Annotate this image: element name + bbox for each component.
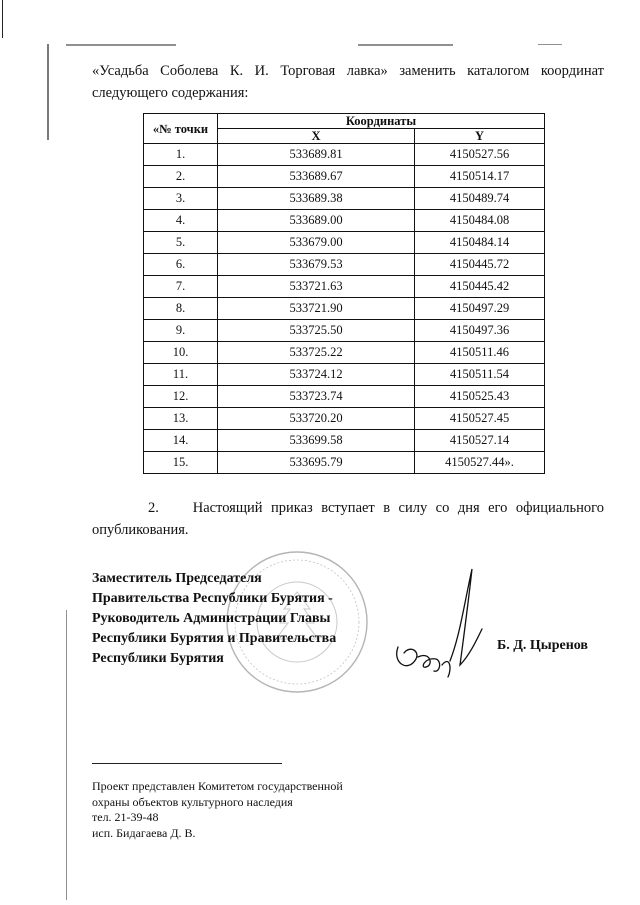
x-coordinate: 533689.67 xyxy=(218,166,415,188)
scan-margin-mark xyxy=(47,44,49,140)
x-coordinate: 533689.81 xyxy=(218,144,415,166)
y-coordinate: 4150527.56 xyxy=(415,144,545,166)
y-coordinate: 4150484.08 xyxy=(415,210,545,232)
point-number: 5. xyxy=(144,232,218,254)
point-number: 2. xyxy=(144,166,218,188)
table-row xyxy=(144,320,545,342)
y-coordinate: 4150489.74 xyxy=(415,188,545,210)
y-coordinate: 4150527.44». xyxy=(415,452,545,474)
table-row xyxy=(144,430,545,452)
y-coordinate: 4150514.17 xyxy=(415,166,545,188)
point-number: 10. xyxy=(144,342,218,364)
y-coordinate: 4150511.46 xyxy=(415,342,545,364)
clause-paragraph xyxy=(92,497,604,541)
x-coordinate: 533699.58 xyxy=(218,430,415,452)
signatory-title-line: Правительства Республики Бурятия - xyxy=(92,591,333,606)
point-number: 11. xyxy=(144,364,218,386)
footnote-line: Проект представлен Комитетом государственной xyxy=(92,779,343,793)
clause-number: 2. xyxy=(148,500,159,516)
footnote-line: исп. Бидагаева Д. В. xyxy=(92,825,196,840)
x-column-header: X xyxy=(218,129,415,144)
y-column-header: Y xyxy=(415,129,545,144)
x-coordinate: 533679.53 xyxy=(218,254,415,276)
x-coordinate: 533721.63 xyxy=(218,276,415,298)
table-row xyxy=(144,364,545,386)
y-coordinate: 4150497.29 xyxy=(415,298,545,320)
signatory-title-line: Республики Бурятия и Правительства xyxy=(92,631,337,646)
footnote-divider xyxy=(92,763,282,764)
point-number: 8. xyxy=(144,298,218,320)
signatory-title-line: Руководитель Администрации Главы xyxy=(92,611,331,626)
x-coordinate: 533721.90 xyxy=(218,298,415,320)
x-coordinate: 533679.00 xyxy=(218,232,415,254)
table-row xyxy=(144,386,545,408)
y-coordinate: 4150484.14 xyxy=(415,232,545,254)
point-number: 4. xyxy=(144,210,218,232)
x-coordinate: 533725.22 xyxy=(218,342,415,364)
table-row xyxy=(144,166,545,188)
signatory-title xyxy=(92,569,336,669)
x-coordinate: 533723.74 xyxy=(218,386,415,408)
y-coordinate: 4150497.36 xyxy=(415,320,545,342)
table-row xyxy=(144,452,545,474)
coordinates-header: Координаты xyxy=(218,114,545,129)
x-coordinate: 533689.00 xyxy=(218,210,415,232)
table-row xyxy=(144,210,545,232)
scan-top-mark xyxy=(538,44,562,45)
x-coordinate: 533720.20 xyxy=(218,408,415,430)
x-coordinate: 533724.12 xyxy=(218,364,415,386)
y-coordinate: 4150525.43 xyxy=(415,386,545,408)
table-row xyxy=(144,342,545,364)
x-coordinate: 533725.50 xyxy=(218,320,415,342)
scan-top-mark xyxy=(358,44,453,46)
y-coordinate: 4150527.45 xyxy=(415,408,545,430)
signatory-title-line: Республики Бурятия xyxy=(92,651,224,666)
scan-top-mark xyxy=(66,44,176,46)
point-number: 1. xyxy=(144,144,218,166)
y-coordinate: 4150445.72 xyxy=(415,254,545,276)
footnote-line: охраны объектов культурного наследия xyxy=(92,794,293,809)
scan-edge-mark xyxy=(2,0,3,38)
coordinates-table xyxy=(143,113,545,474)
clause-text: Настоящий приказ вступает в силу со дня его официального опубликования. xyxy=(92,500,604,538)
point-number: 7. xyxy=(144,276,218,298)
scan-margin-mark xyxy=(66,610,67,900)
point-number: 15. xyxy=(144,452,218,474)
x-coordinate: 533695.79 xyxy=(218,452,415,474)
point-number: 13. xyxy=(144,408,218,430)
footnote xyxy=(92,779,343,841)
table-row xyxy=(144,144,545,166)
y-coordinate: 4150445.42 xyxy=(415,276,545,298)
point-number: 14. xyxy=(144,430,218,452)
table-row xyxy=(144,408,545,430)
point-number: 9. xyxy=(144,320,218,342)
handwritten-signature xyxy=(390,565,490,680)
y-coordinate: 4150511.54 xyxy=(415,364,545,386)
point-number: 3. xyxy=(144,188,218,210)
table-row xyxy=(144,276,545,298)
table-row xyxy=(144,254,545,276)
signer-name: Б. Д. Цыренов xyxy=(497,638,588,653)
footnote-line: тел. 21-39-48 xyxy=(92,810,159,824)
intro-paragraph: «Усадьба Соболева К. И. Торговая лавка» заменить каталогом координат следующего содержания: xyxy=(92,63,604,101)
point-number: 6. xyxy=(144,254,218,276)
table-row xyxy=(144,298,545,320)
table-row xyxy=(144,232,545,254)
signatory-title-line: Заместитель Председателя xyxy=(92,571,262,586)
x-coordinate: 533689.38 xyxy=(218,188,415,210)
table-row xyxy=(144,188,545,210)
point-number-header: «№ точки xyxy=(144,114,218,144)
y-coordinate: 4150527.14 xyxy=(415,430,545,452)
point-number: 12. xyxy=(144,386,218,408)
